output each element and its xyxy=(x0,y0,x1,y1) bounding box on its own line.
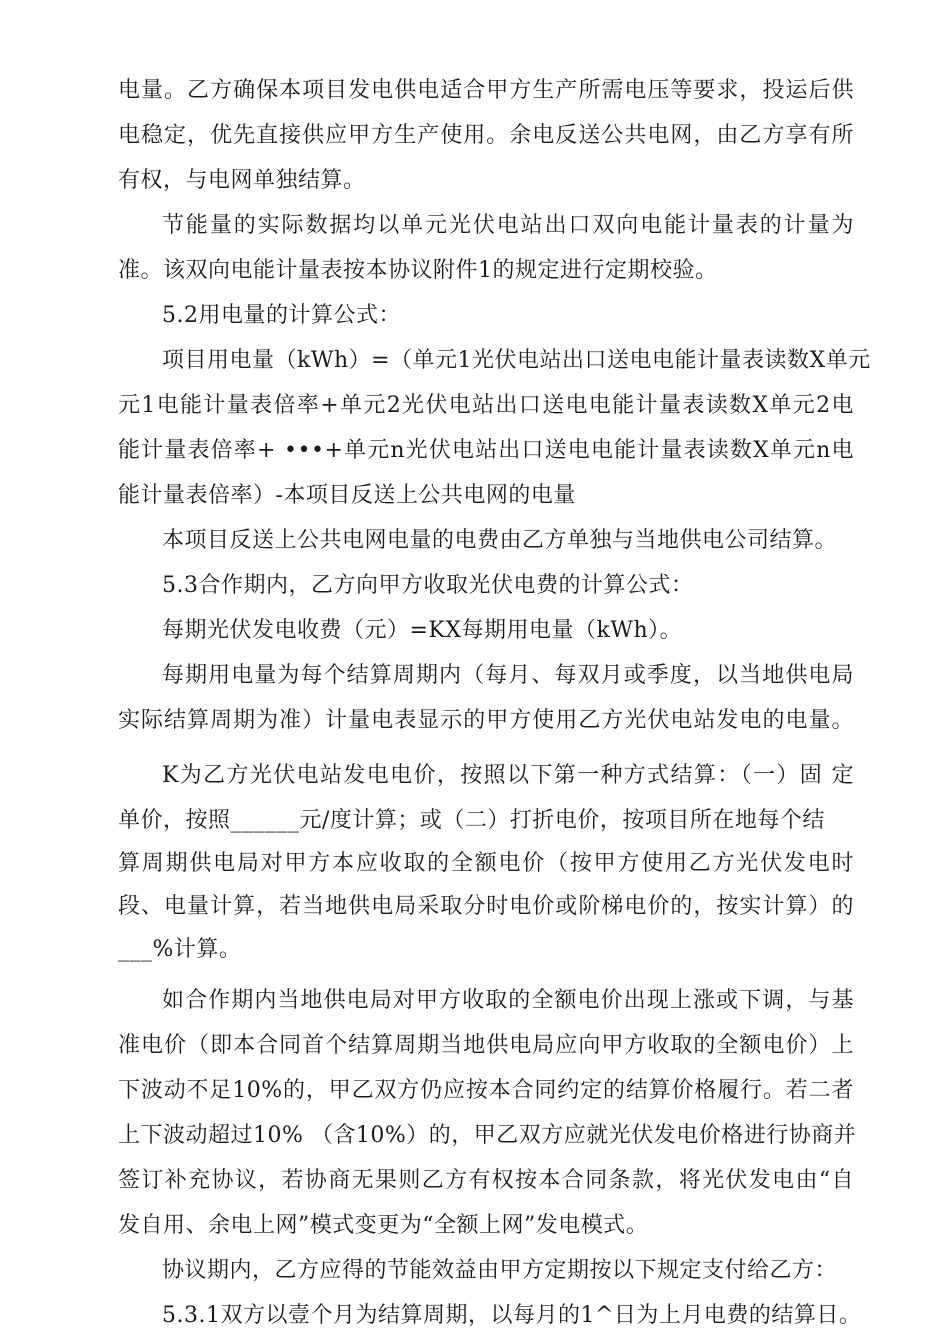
text-line: K为乙方光伏电站发电电价，按照以下第一种方式结算：（一）固 定 xyxy=(162,763,854,788)
text-line: 有权，与电网单独结算。 xyxy=(118,168,366,193)
text-line: ___%计算。 xyxy=(118,937,242,962)
section-heading: 5.3.1双方以壹个月为结算周期，以每月的1^日为上月电费的结算日。 xyxy=(162,1303,862,1328)
text-line: 能计量表倍率）-本项目反送上公共电网的电量 xyxy=(118,483,576,508)
text-line: 准。该双向电能计量表按本协议附件1的规定进行定期校验。 xyxy=(118,258,718,283)
text-line: 算周期供电局对甲方本应收取的全额电价（按甲方使用乙方光伏发电时 xyxy=(118,851,854,876)
text-line: 本项目反送上公共电网电量的电费由乙方单独与当地供电公司结算。 xyxy=(162,528,838,553)
text-line: 元1电能计量表倍率+单元2光伏电站出口送电电能计量表读数X单元2电 xyxy=(118,393,854,418)
text-line: 准电价（即本合同首个结算周期当地供电局应向甲方收取的全额电价）上 xyxy=(118,1033,854,1058)
text-line: 节能量的实际数据均以单元光伏电站出口双向电能计量表的计量为 xyxy=(162,213,854,238)
text-line: 如合作期内当地供电局对甲方收取的全额电价出现上涨或下调，与基 xyxy=(162,988,854,1013)
text-line: 段、电量计算，若当地供电局采取分时电价或阶梯电价的，按实计算）的 xyxy=(118,894,854,919)
text-line: 能计量表倍率+ •••+单元n光伏电站出口送电电能计量表读数X单元n电 xyxy=(118,438,854,463)
text-line: 协议期内，乙方应得的节能效益由甲方定期按以下规定支付给乙方： xyxy=(162,1258,838,1283)
text-line: 电稳定，优先直接供应甲方生产使用。余电反送公共电网，由乙方享有所 xyxy=(118,123,854,148)
text-line: 上下波动超过10% （含10%）的，甲乙双方应就光伏发电价格进行协商并 xyxy=(118,1123,857,1148)
text-line: 签订补充协议，若协商无果则乙方有权按本合同条款，将光伏发电由“自 xyxy=(118,1168,854,1193)
section-heading: 5.2用电量的计算公式： xyxy=(162,303,401,328)
text-line: 下波动不足10%的，甲乙双方仍应按本合同约定的结算价格履行。若二者 xyxy=(118,1078,854,1103)
text-line: 发自用、余电上网”模式变更为“全额上网”发电模式。 xyxy=(118,1213,649,1238)
text-line: 实际结算周期为准）计量电表显示的甲方使用乙方光伏电站发电的电量。 xyxy=(118,708,854,733)
section-heading: 5.3合作期内，乙方向甲方收取光伏电费的计算公式： xyxy=(162,573,694,598)
text-line: 单价，按照______元/度计算；或（二）打折电价，按项目所在地每个结 xyxy=(118,808,825,833)
formula-line: 每期光伏发电收费（元）=KX每期用电量（kWh）。 xyxy=(162,618,683,643)
text-line: 电量。乙方确保本项目发电供电适合甲方生产所需电压等要求，投运后供 xyxy=(118,78,854,103)
text-line: 每期用电量为每个结算周期内（每月、每双月或季度，以当地供电局 xyxy=(162,663,854,688)
text-line: 项目用电量（kWh）=（单元1光伏电站出口送电电能计量表读数X单元 xyxy=(162,348,871,373)
